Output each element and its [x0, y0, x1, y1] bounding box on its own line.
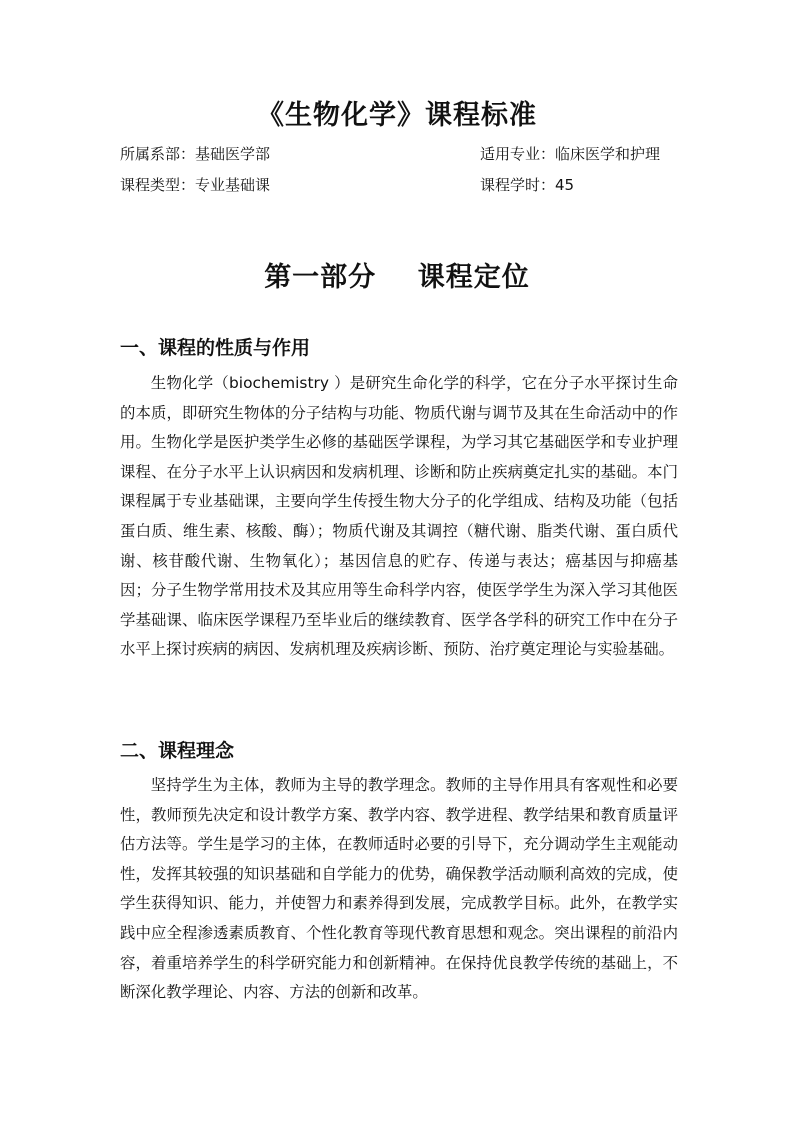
section-heading-philosophy: 二、课程理念	[120, 740, 235, 762]
section-paragraph-philosophy: 坚持学生为主体，教师为主导的教学理念。教师的主导作用具有客观性和必要性，教师预先决定和设计教学方案、教学内容、教学进程、教学结果和教育质量评估方法等。学生是学习的主体，在教师适时必要的引导下，充分调动学生主观能动性，发挥其较强的知识基础和自学能力的优势，确保教学活动顺利高效的完成，使学生获得知识、能力，并使智力和素养得到发展，完成教学目标。此外，在教学实践中应全程渗透素质教育、个性化教育等现代教育思想和观念。突出课程的前沿内容，着重培养学生的科学研究能力和创新精神。在保持优良教学传统的基础上，不断深化教学理论、内容、方法的创新和改革。	[120, 776, 678, 1002]
department-field: 所属系部：基础医学部	[120, 145, 271, 163]
document-title: 《生物化学》课程标准	[257, 100, 537, 131]
course-hours-field: 课程学时：45	[480, 176, 575, 194]
part-title: 第一部分 课程定位	[264, 262, 530, 293]
section-paragraph-nature: 生物化学（biochemistry ）是研究生命化学的科学，它在分子水平探讨生命的本质，即研究生物体的分子结构与功能、物质代谢与调节及其在生命活动中的作用。生物化学是医护类学生必修的基础医学课程，为学习其它基础医学和专业护理课程、在分子水平上认识病因和发病机理、诊断和防止疾病奠定扎实的基础。本门课程属于专业基础课，主要向学生传授生物大分子的化学组成、结构及功能（包括蛋白质、维生素、核酸、酶）；物质代谢及其调控（糖代谢、脂类代谢、蛋白质代谢、核苷酸代谢、生物氧化）；基因信息的贮存、传递与表达；癌基因与抑癌基因；分子生物学常用技术及其应用等生命科学内容，使医学学生为深入学习其他医学基础课、临床医学课程乃至毕业后的继续教育、医学各学科的研究工作中在分子水平上探讨疾病的病因、发病机理及疾病诊断、预防、治疗奠定理论与实验基础。	[120, 374, 678, 659]
section-heading-nature: 一、课程的性质与作用	[120, 337, 311, 359]
major-field: 适用专业：临床医学和护理	[480, 145, 661, 163]
meta-row-1	[120, 141, 680, 167]
meta-row-2	[120, 172, 680, 198]
course-type-field: 课程类型：专业基础课	[120, 176, 271, 194]
